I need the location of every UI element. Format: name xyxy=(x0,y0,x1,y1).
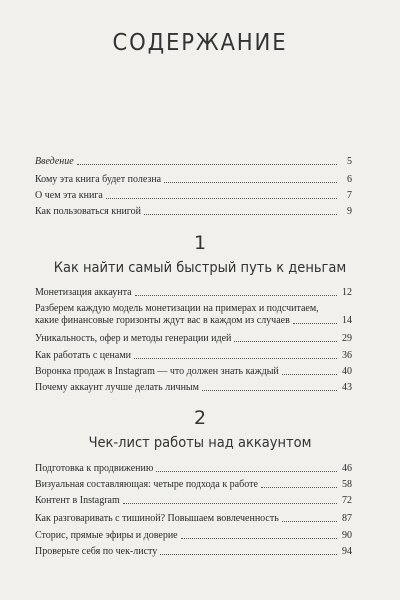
leader-dots xyxy=(234,341,337,342)
toc-entry[interactable] xyxy=(35,382,352,394)
toc-entry[interactable] xyxy=(35,463,352,475)
page-title: СОДЕРЖАНИЕ xyxy=(112,30,288,56)
toc-entry-label: Монетизация аккаунта xyxy=(35,287,132,298)
toc-entry-page: 43 xyxy=(342,382,352,393)
toc-entry[interactable] xyxy=(35,287,352,299)
toc-entry[interactable] xyxy=(35,546,352,558)
leader-dots xyxy=(261,487,337,488)
leader-dots xyxy=(123,503,337,504)
toc-entry-page: 94 xyxy=(342,546,352,557)
toc-entry-label: Уникальность, офер и методы генерации идей xyxy=(35,333,232,344)
toc-entry-page: 46 xyxy=(342,463,352,474)
leader-dots xyxy=(293,323,337,324)
toc-entry[interactable] xyxy=(35,174,352,186)
leader-dots xyxy=(134,358,337,359)
toc-entry-page: 6 xyxy=(347,174,352,185)
chapter-number: 2 xyxy=(193,407,207,429)
leader-dots xyxy=(144,214,337,215)
chapter-title: Чек-лист работы над аккаунтом xyxy=(88,435,312,451)
toc-entry-label: Почему аккаунт лучше делать личным xyxy=(35,382,199,393)
toc-entry-label-continued: какие финансовые горизонты ждут вас в каждом из случаев xyxy=(35,315,290,326)
leader-dots xyxy=(282,521,337,522)
toc-entry-label: Как разговаривать с тишиной? Повышаем вовлеченность xyxy=(35,513,279,524)
toc-entry-page: 9 xyxy=(347,206,352,217)
toc-entry-label: Подготовка к продвижению xyxy=(35,463,154,474)
toc-entry-label: Кому эта книга будет полезна xyxy=(35,174,162,185)
toc-entry-page: 12 xyxy=(342,287,352,298)
toc-entry[interactable] xyxy=(35,479,352,491)
toc-entry-page: 7 xyxy=(347,190,352,201)
leader-dots xyxy=(156,471,337,472)
toc-entry-label: Проверьте себя по чек-листу xyxy=(35,546,158,557)
leader-dots xyxy=(135,295,337,296)
toc-entry[interactable] xyxy=(35,190,352,202)
toc-entry-label: Сторис, прямые эфиры и доверие xyxy=(35,530,178,541)
toc-entry-label: Визуальная составляющая: четыре подхода к работе xyxy=(35,479,258,490)
toc-entry-label: О чем эта книга xyxy=(35,190,103,201)
toc-entry-page: 72 xyxy=(342,495,352,506)
leader-dots xyxy=(160,554,337,555)
toc-entry-label: Как работать с ценами xyxy=(35,350,132,361)
toc-entry-page: 5 xyxy=(347,156,352,167)
toc-entry[interactable] xyxy=(35,495,352,507)
toc-entry-label: Как пользоваться книгой xyxy=(35,206,142,217)
toc-entry-page: 14 xyxy=(342,315,352,326)
toc-entry[interactable] xyxy=(35,303,352,327)
toc-entry[interactable] xyxy=(35,513,352,525)
leader-dots xyxy=(164,182,337,183)
toc-entry[interactable] xyxy=(35,333,352,345)
toc-entry[interactable] xyxy=(35,350,352,362)
toc-entry[interactable] xyxy=(35,530,352,542)
toc-entry-page: 40 xyxy=(342,366,352,377)
chapter-number: 1 xyxy=(193,232,207,254)
toc-entry-page: 58 xyxy=(342,479,352,490)
leader-dots xyxy=(77,164,337,165)
toc-entry-label: Разберем каждую модель монетизации на примерах и подсчитаем, xyxy=(35,303,319,314)
toc-entry-intro[interactable] xyxy=(35,156,352,168)
leader-dots xyxy=(106,198,337,199)
leader-dots xyxy=(282,374,337,375)
toc-entry-page: 87 xyxy=(342,513,352,524)
toc-entry-label: Воронка продаж в Instagram — что должен знать каждый xyxy=(35,366,279,377)
chapter-title: Как найти самый быстрый путь к деньгам xyxy=(53,260,347,276)
leader-dots xyxy=(202,390,337,391)
toc-entry[interactable] xyxy=(35,366,352,378)
toc-entry-page: 90 xyxy=(342,530,352,541)
leader-dots xyxy=(181,538,337,539)
toc-entry-label: Контент в Instagram xyxy=(35,495,120,506)
toc-entry-label: Введение xyxy=(35,156,74,167)
toc-entry[interactable] xyxy=(35,206,352,218)
toc-entry-page: 36 xyxy=(342,350,352,361)
toc-entry-page: 29 xyxy=(342,333,352,344)
